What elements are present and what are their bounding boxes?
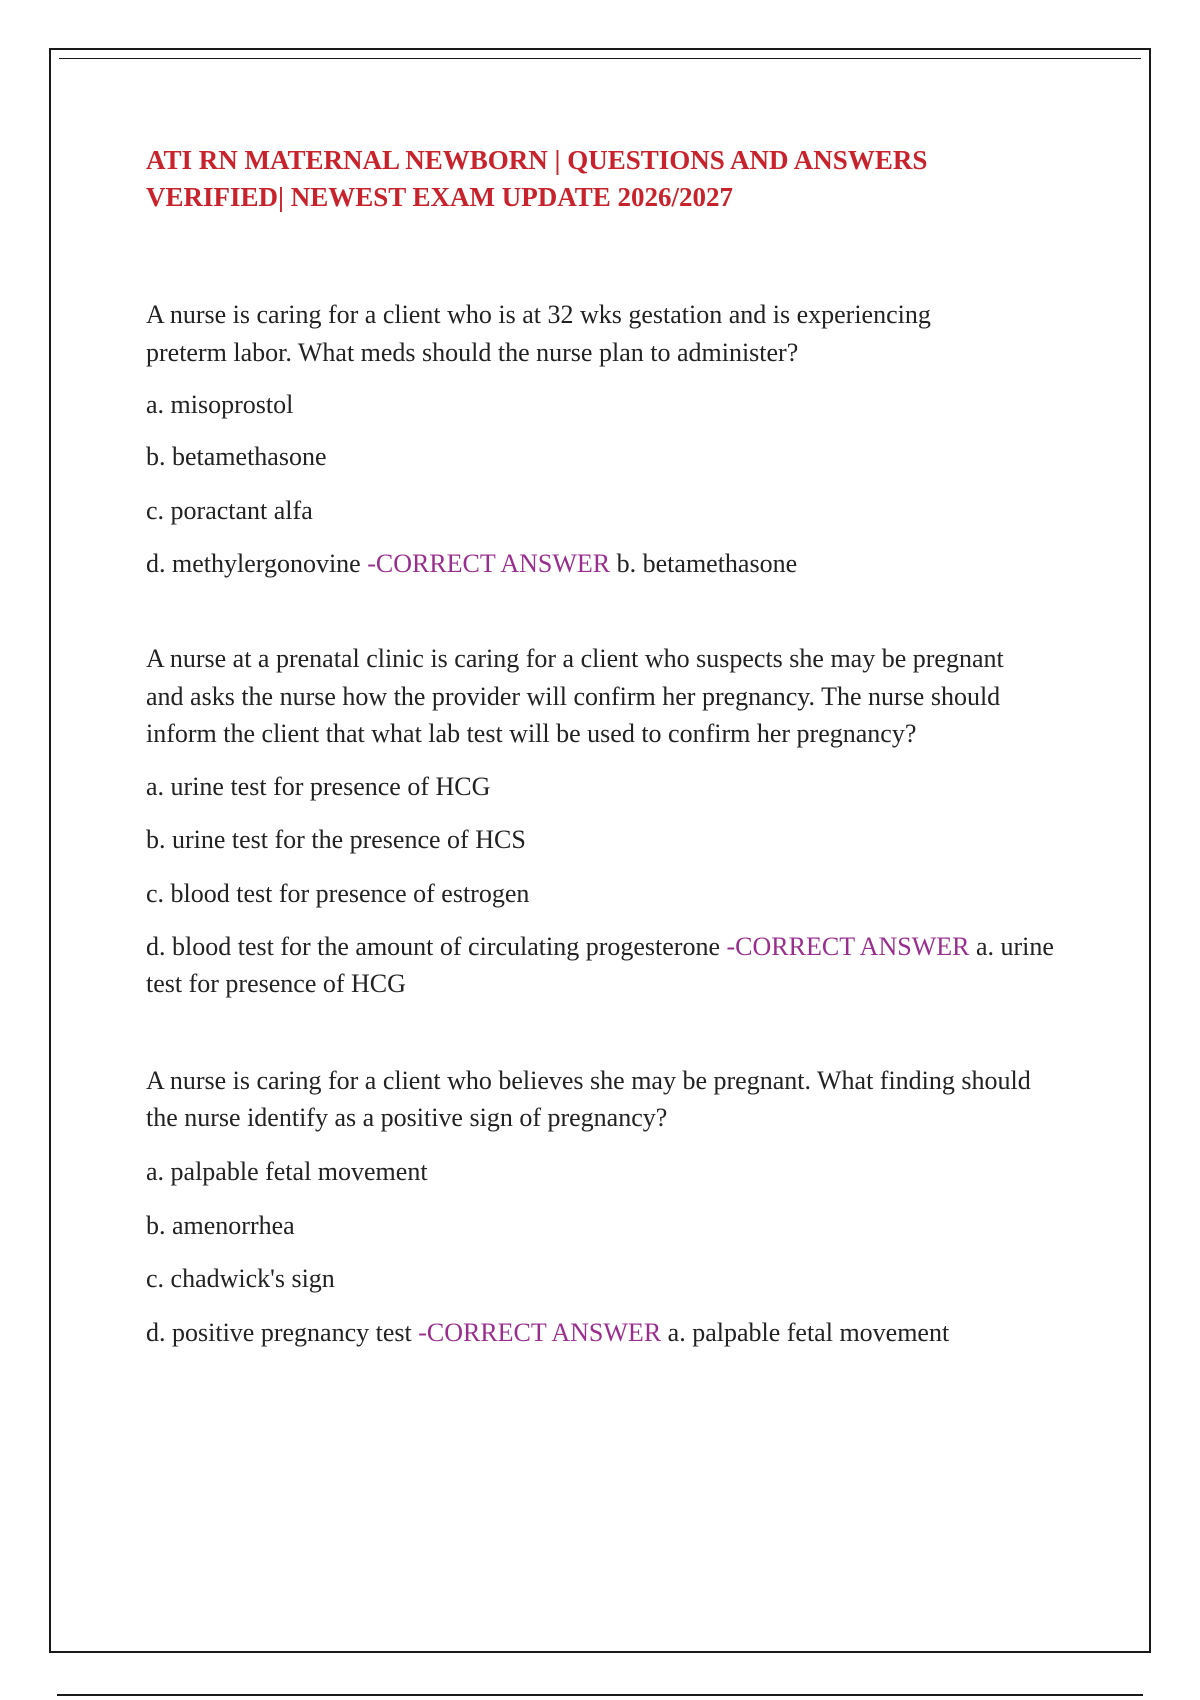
- correct-answer-label: -CORRECT ANSWER: [726, 931, 970, 961]
- document-title: ATI RN MATERNAL NEWBORN | QUESTIONS AND ANSWERS VERIFIED| NEWEST EXAM UPDATE 2026/2027: [146, 145, 928, 212]
- question-block: [146, 296, 1066, 582]
- answer-line: [146, 928, 1066, 1002]
- correct-answer: a. urine test for presence of HCG: [146, 931, 1054, 998]
- question-block: [146, 1062, 1066, 1351]
- correct-answer: a. palpable fetal movement: [667, 1317, 950, 1347]
- question-text: A nurse is caring for a client who is at 32 wks gestation and is experiencing preterm labor. What meds should the nurse plan to administer?: [146, 300, 931, 367]
- option: d. positive pregnancy test: [146, 1317, 412, 1347]
- option: c. poractant alfa: [146, 496, 313, 525]
- answer-line: [146, 1314, 1066, 1351]
- option: b. betamethasone: [146, 442, 327, 471]
- question-block: [146, 640, 1066, 1002]
- option: b. urine test for the presence of HCS: [146, 824, 526, 854]
- option: d. blood test for the amount of circulating progesterone: [146, 931, 721, 961]
- option: d. methylergonovine: [146, 549, 361, 578]
- frame-top-rule: [59, 58, 1141, 59]
- answer-line: [146, 545, 1066, 582]
- correct-answer: b. betamethasone: [616, 549, 798, 578]
- option: a. misoprostol: [146, 390, 294, 419]
- option: b. amenorrhea: [146, 1210, 295, 1240]
- option: c. blood test for presence of estrogen: [146, 878, 530, 908]
- bottom-rule: [57, 1694, 1143, 1696]
- question-text: A nurse is caring for a client who believes she may be pregnant. What finding should the nurse identify as a positive sign of pregnancy?: [146, 1065, 1031, 1132]
- document-content: [146, 142, 1066, 1351]
- question-text: A nurse at a prenatal clinic is caring for a client who suspects she may be pregnant and asks the nurse how the provider will confirm her pregnancy. The nurse should inform the client that what lab test will be used to confirm her pregnancy?: [146, 644, 1004, 748]
- option: c. chadwick's sign: [146, 1263, 335, 1293]
- option: a. palpable fetal movement: [146, 1156, 428, 1186]
- option: a. urine test for presence of HCG: [146, 771, 491, 801]
- correct-answer-label: -CORRECT ANSWER: [367, 549, 611, 578]
- correct-answer-label: -CORRECT ANSWER: [418, 1317, 662, 1347]
